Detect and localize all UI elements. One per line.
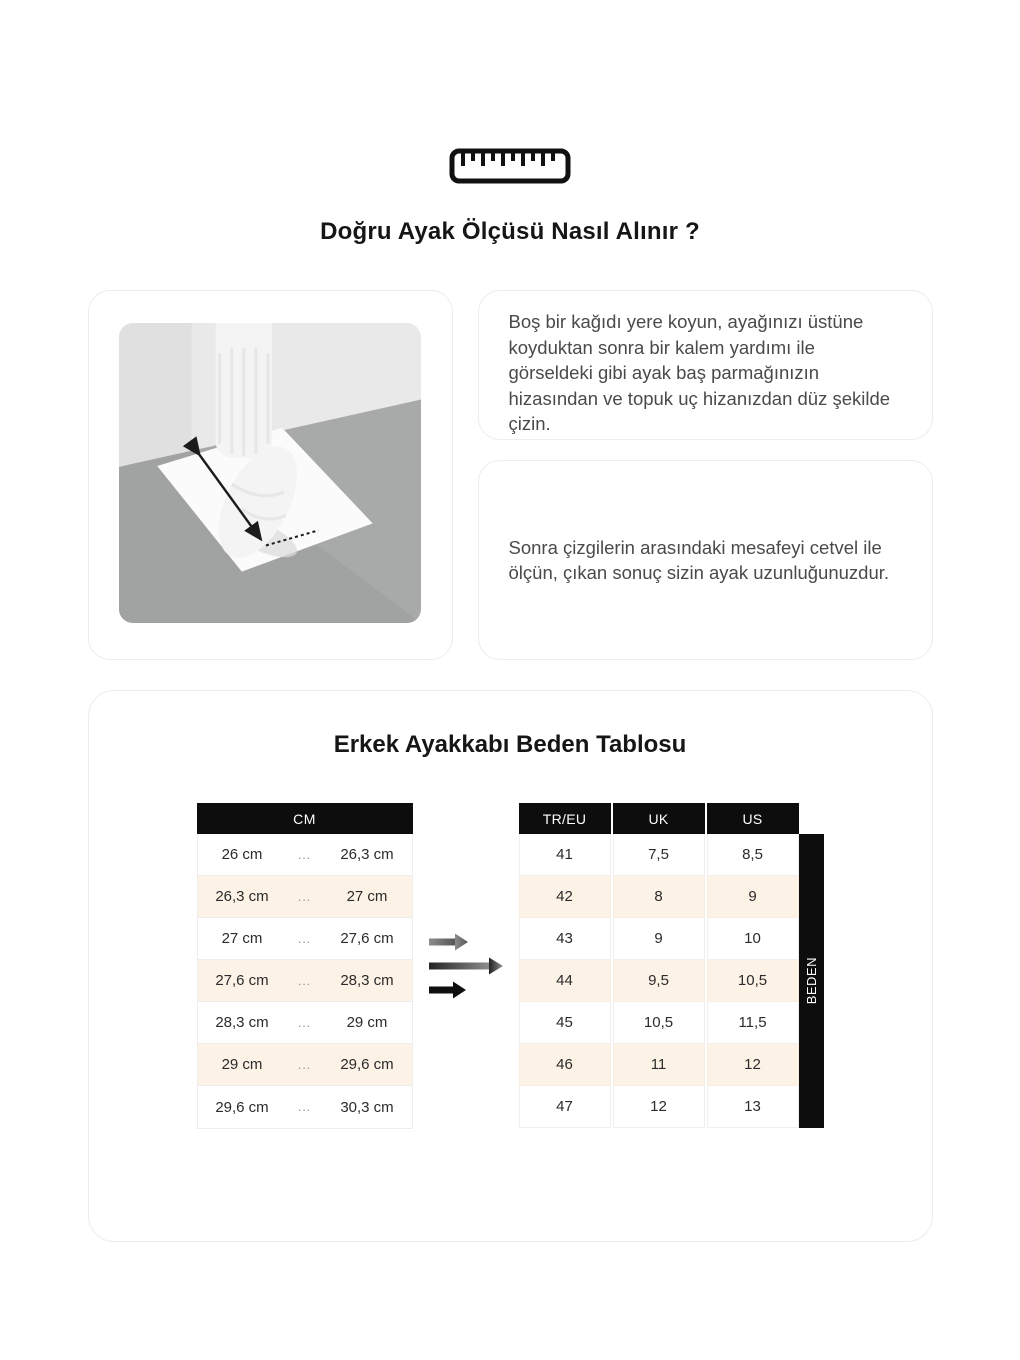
size-table-row: [519, 834, 799, 876]
uk-value: 11: [613, 1044, 705, 1086]
size-table-row: [519, 1086, 799, 1128]
size-conversion-group: [519, 803, 824, 1129]
instruction-step-1-text: Boş bir kağıdı yere koyun, ayağınızı üstüne koyduktan sonra bir kalem yardımı ile görseldeki gibi ayak baş parmağınızın hizasından ve topuk uç hizanızdan düz şekilde çizin.: [508, 311, 891, 434]
size-table-body: [519, 834, 799, 1128]
us-value: 9: [707, 876, 799, 918]
range-dots: ...: [297, 847, 311, 862]
size-table-row: [519, 876, 799, 918]
beden-side-bar: [799, 834, 824, 1128]
instruction-step-2-text: Sonra çizgilerin arasındaki mesafeyi cetvel ile ölçün, çıkan sonuç sizin ayak uzunluğunuzdur.: [508, 536, 890, 583]
tr-eu-value: 47: [519, 1086, 611, 1128]
uk-value: 12: [613, 1086, 705, 1128]
tr-eu-value: 43: [519, 918, 611, 960]
header-uk: UK: [613, 803, 705, 834]
tr-eu-value: 41: [519, 834, 611, 876]
cm-table-row: [198, 876, 412, 918]
size-table-row: [519, 1002, 799, 1044]
size-guide-page: [88, 0, 933, 1242]
header-us: US: [707, 803, 799, 834]
conversion-arrows: [413, 932, 519, 1000]
cm-table: [197, 803, 413, 1129]
right-arrows-icon: [429, 932, 503, 1000]
cm-max-value: 26,3 cm: [340, 846, 394, 863]
size-conversion-table: [519, 803, 799, 1129]
cm-max-value: 29,6 cm: [340, 1056, 394, 1073]
ruler-icon: [449, 148, 571, 184]
uk-value: 9: [613, 918, 705, 960]
foot-measurement-photo: [119, 323, 421, 623]
cm-min-value: 27,6 cm: [215, 972, 269, 989]
cm-table-row: [198, 834, 412, 876]
instruction-step-2-card: [478, 460, 933, 660]
cm-max-value: 27 cm: [346, 888, 388, 905]
cm-table-row: [198, 1086, 412, 1128]
cm-max-value: 30,3 cm: [340, 1098, 394, 1116]
cm-min-value: 28,3 cm: [215, 1014, 269, 1031]
beden-label: BEDEN: [803, 957, 819, 1005]
size-table-row: [519, 960, 799, 1002]
ruler-icon-row: [88, 148, 933, 184]
size-table-header-row: [519, 803, 799, 834]
range-dots: ...: [297, 1015, 311, 1030]
cm-min-value: 27 cm: [221, 930, 263, 947]
range-dots: ...: [297, 973, 311, 988]
size-table-row: [519, 918, 799, 960]
cm-min-value: 26 cm: [221, 846, 263, 863]
tr-eu-value: 46: [519, 1044, 611, 1086]
uk-value: 7,5: [613, 834, 705, 876]
cm-min-value: 26,3 cm: [215, 888, 269, 905]
instruction-text-column: [478, 290, 933, 660]
measurement-photo-card: [88, 290, 453, 660]
cm-table-body: [197, 834, 413, 1129]
instruction-step-1-card: [478, 290, 933, 440]
us-value: 11,5: [707, 1002, 799, 1044]
cm-min-value: 29 cm: [221, 1056, 263, 1073]
us-value: 12: [707, 1044, 799, 1086]
tr-eu-value: 42: [519, 876, 611, 918]
cm-max-value: 28,3 cm: [340, 972, 394, 989]
tr-eu-value: 44: [519, 960, 611, 1002]
range-dots: ...: [297, 1057, 311, 1072]
cm-table-row: [198, 960, 412, 1002]
uk-value: 8: [613, 876, 705, 918]
uk-value: 9,5: [613, 960, 705, 1002]
tr-eu-value: 45: [519, 1002, 611, 1044]
us-value: 10,5: [707, 960, 799, 1002]
cm-min-value: 29,6 cm: [215, 1098, 269, 1116]
header-tr-eu: TR/EU: [519, 803, 611, 834]
range-dots: ...: [297, 1100, 311, 1114]
us-value: 10: [707, 918, 799, 960]
range-dots: ...: [297, 889, 311, 904]
range-dots: ...: [297, 931, 311, 946]
uk-value: 10,5: [613, 1002, 705, 1044]
us-value: 13: [707, 1086, 799, 1128]
cm-table-header: CM: [197, 803, 413, 834]
us-value: 8,5: [707, 834, 799, 876]
cm-max-value: 29 cm: [346, 1014, 388, 1031]
size-table-title: Erkek Ayakkabı Beden Tablosu: [333, 731, 687, 758]
size-table-row: [519, 1044, 799, 1086]
size-table-card: [88, 690, 933, 1242]
cm-table-row: [198, 1044, 412, 1086]
cm-table-row: [198, 918, 412, 960]
instructions-section: [88, 290, 933, 660]
cm-max-value: 27,6 cm: [340, 930, 394, 947]
cm-table-row: [198, 1002, 412, 1044]
size-tables-row: [89, 803, 932, 1129]
page-title: Doğru Ayak Ölçüsü Nasıl Alınır ?: [320, 218, 700, 245]
